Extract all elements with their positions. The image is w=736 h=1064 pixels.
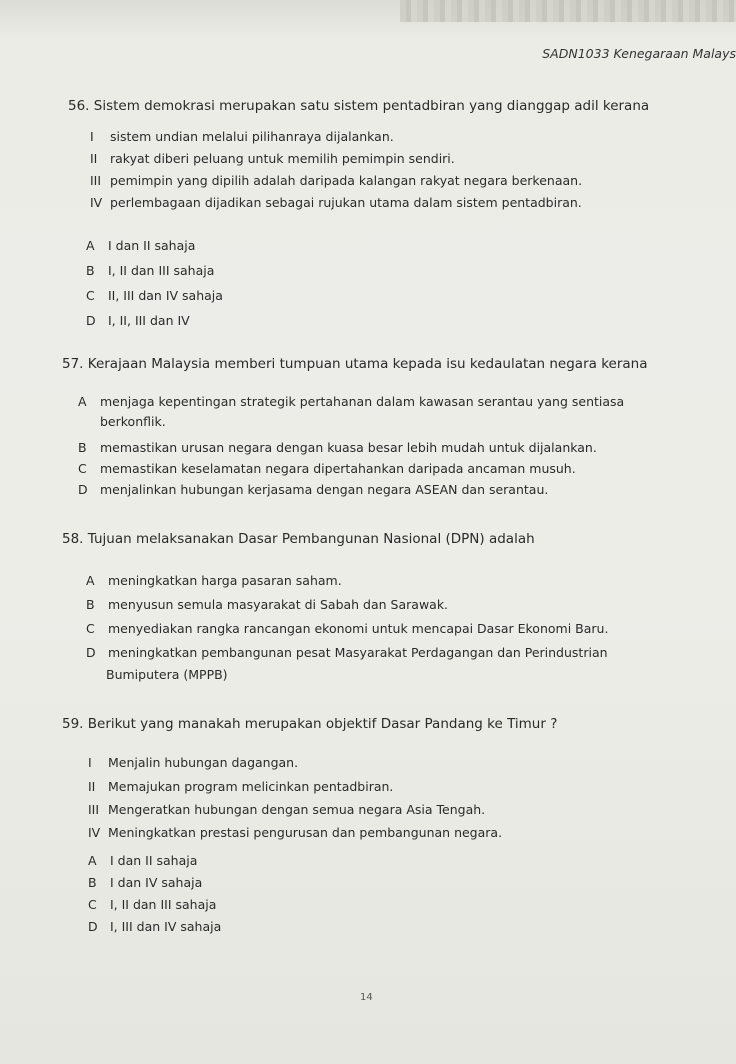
q58-option-d-continued: Bumiputera (MPPB) — [106, 667, 228, 682]
q59-option-b[interactable]: B I dan IV sahaja — [88, 875, 203, 890]
q57-option-c[interactable]: C memastikan keselamatan negara dipertahankan daripada ancaman musuh. — [78, 461, 576, 476]
course-header: SADN1033 Kenegaraan Malays — [542, 46, 736, 61]
q58-option-a[interactable]: A meningkatkan harga pasaran saham. — [86, 573, 342, 588]
q59-statement-1: I Menjalin hubungan dagangan. — [88, 755, 299, 770]
question-59-stem: 59. Berikut yang manakah merupakan objektif Dasar Pandang ke Timur ? — [62, 716, 558, 732]
q58-option-b[interactable]: B menyusun semula masyarakat di Sabah dan Sarawak. — [86, 597, 449, 612]
q58-option-c[interactable]: C menyediakan rangka rancangan ekonomi untuk mencapai Dasar Ekonomi Baru. — [86, 621, 609, 636]
torn-edge — [400, 0, 736, 22]
q56-option-b[interactable]: B I, II dan III sahaja — [86, 263, 215, 278]
q56-statement-2: II rakyat diberi peluang untuk memilih pemimpin sendiri. — [90, 151, 455, 166]
question-58-stem: 58. Tujuan melaksanakan Dasar Pembangunan Nasional (DPN) adalah — [62, 531, 535, 547]
q59-statement-3: III Mengeratkan hubungan dengan semua negara Asia Tengah. — [88, 802, 486, 817]
q57-option-d[interactable]: D menjalinkan hubungan kerjasama dengan negara ASEAN dan serantau. — [78, 482, 549, 497]
q57-option-a[interactable]: A menjaga kepentingan strategik pertahanan dalam kawasan serantau yang sentiasa — [78, 394, 625, 409]
q56-option-d[interactable]: D I, II, III dan IV — [86, 313, 190, 328]
q56-statement-4: IV perlembagaan dijadikan sebagai rujukan utama dalam sistem pentadbiran. — [90, 195, 582, 210]
q57-option-a-continued: berkonflik. — [100, 414, 166, 429]
q56-option-a[interactable]: A I dan II sahaja — [86, 238, 196, 253]
q56-statement-1: I sistem undian melalui pilihanraya dijalankan. — [90, 129, 394, 144]
q59-option-a[interactable]: A I dan II sahaja — [88, 853, 198, 868]
q58-option-d[interactable]: D meningkatkan pembangunan pesat Masyarakat Perdagangan dan Perindustrian — [86, 645, 608, 660]
q59-statement-2: II Memajukan program melicinkan pentadbiran. — [88, 779, 394, 794]
q56-option-c[interactable]: C II, III dan IV sahaja — [86, 288, 223, 303]
q59-statement-4: IV Meningkatkan prestasi pengurusan dan pembangunan negara. — [88, 825, 503, 840]
question-57-stem: 57. Kerajaan Malaysia memberi tumpuan utama kepada isu kedaulatan negara kerana — [62, 356, 648, 372]
q56-statement-3: III pemimpin yang dipilih adalah daripada kalangan rakyat negara berkenaan. — [90, 173, 583, 188]
page-number: 14 — [360, 992, 373, 1003]
q59-option-c[interactable]: C I, II dan III sahaja — [88, 897, 217, 912]
q59-option-d[interactable]: D I, III dan IV sahaja — [88, 919, 222, 934]
q57-option-b[interactable]: B memastikan urusan negara dengan kuasa besar lebih mudah untuk dijalankan. — [78, 440, 597, 455]
question-56-stem: 56. Sistem demokrasi merupakan satu sistem pentadbiran yang dianggap adil kerana — [68, 98, 650, 114]
